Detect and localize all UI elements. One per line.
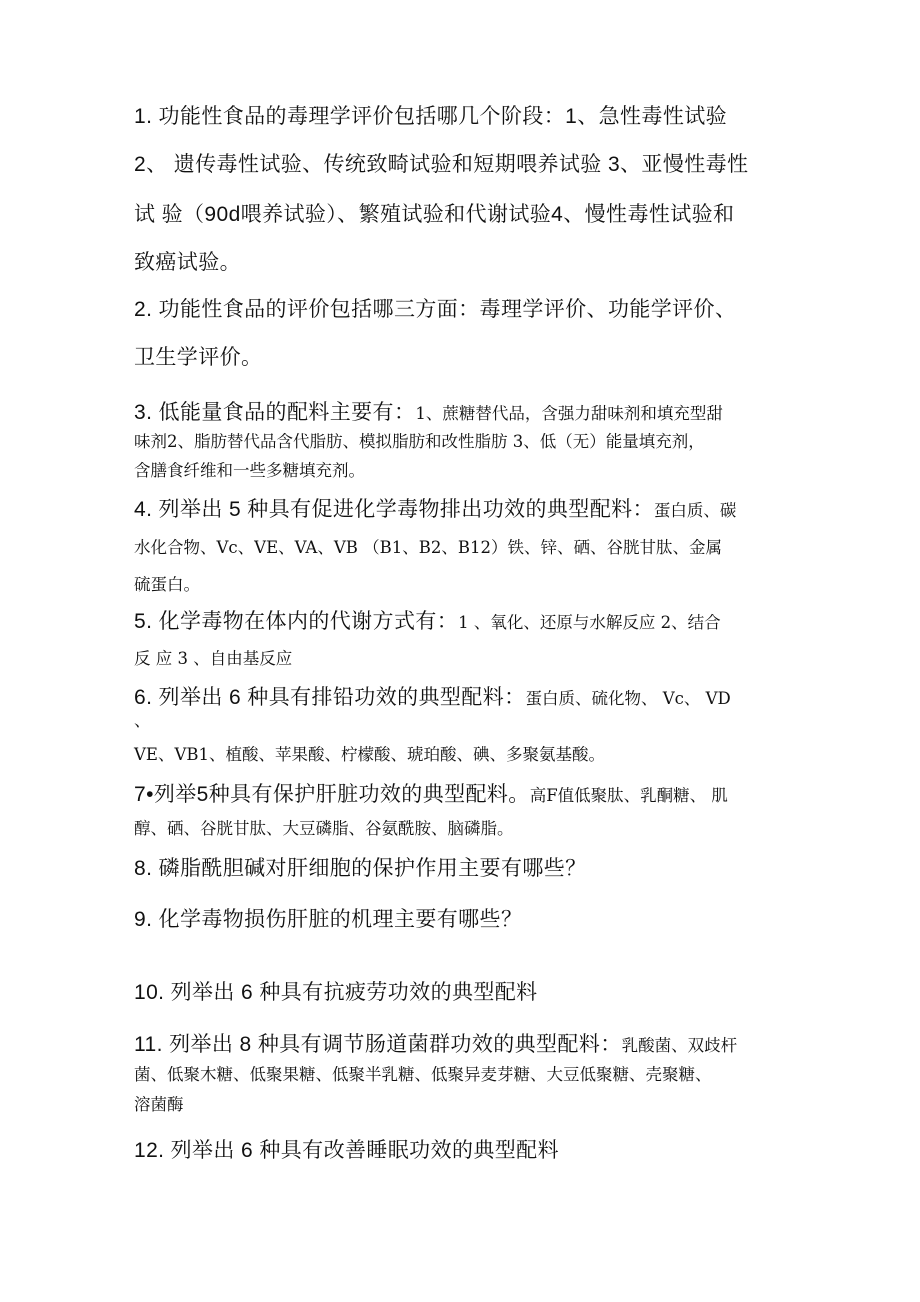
item-1-line-3: 试 验（90d喂养试验）、繁殖试验和代谢试验4、慢性毒性试验和 — [134, 203, 735, 226]
item-5-answer-2: 反 应 3 、自由基反应 — [134, 649, 293, 668]
item-8-question: 8. 磷脂酰胆碱对肝细胞的保护作用主要有哪些？ — [134, 857, 587, 880]
item-3-answer-1: 1、蔗糖替代品，含强力甜味剂和填充型甜 — [415, 404, 723, 423]
item-3-answer-2: 味剂2、脂肪替代品含代脂肪、模拟脂肪和改性脂肪 3、低（无）能量填充剂， — [134, 432, 705, 451]
item-6-answer-1: 蛋白质、硫化物、 Vc、 VD — [525, 689, 731, 708]
item-6-line-1 — [134, 687, 731, 708]
item-1-line-2: 2、 遗传毒性试验、传统致畸试验和短期喂养试验 3、亚慢性毒性 — [134, 153, 749, 176]
item-3-question: 3. 低能量食品的配料主要有： — [134, 401, 416, 424]
item-11-answer-2: 菌、低聚木糖、低聚果糖、低聚半乳糖、低聚异麦芽糖、大豆低聚糖、壳聚糖、 — [134, 1065, 712, 1084]
item-4-answer-1: 蛋白质、碳 — [653, 501, 737, 520]
item-11-answer-1: 乳酸菌、双歧杆 — [621, 1036, 738, 1055]
item-4-answer-3: 硫蛋白。 — [134, 575, 200, 594]
item-11-answer-3: 溶菌酶 — [134, 1095, 184, 1114]
item-11-line-1 — [134, 1034, 737, 1055]
item-6-answer-2: 、 — [134, 711, 151, 730]
item-7-answer-1: 高F值低聚肽、乳酮糖、 肌 — [529, 786, 728, 805]
item-1-line-1: 1. 功能性食品的毒理学评价包括哪几个阶段：1、急性毒性试验 — [134, 105, 728, 128]
item-3-answer-3: 含膳食纤维和一些多糖填充剂。 — [134, 461, 365, 480]
item-5-question: 5. 化学毒物在体内的代谢方式有： — [134, 610, 459, 633]
item-2-line-2: 卫生学评价。 — [134, 346, 263, 369]
item-4-line-1 — [134, 499, 736, 520]
item-4-question: 4. 列举出 5 种具有促进化学毒物排出功效的典型配料： — [134, 498, 654, 521]
item-7-answer-2: 醇、硒、谷胱甘肽、大豆磷脂、谷氨酰胺、脑磷脂。 — [134, 819, 514, 838]
item-5-answer-1: 1 、氧化、还原与水解反应 2、结合 — [458, 613, 721, 632]
item-6-answer-3: VE、VB1、植酸、苹果酸、柠檬酸、琥珀酸、碘、多聚氨基酸。 — [134, 745, 605, 764]
item-7-question: 7•列举5种具有保护肝脏功效的典型配料。 — [134, 783, 530, 806]
item-9-question: 9. 化学毒物损伤肝脏的机理主要有哪些？ — [134, 908, 523, 931]
item-6-question: 6. 列举出 6 种具有排铅功效的典型配料： — [134, 686, 526, 709]
item-3-line-1 — [134, 402, 723, 423]
item-5-line-1 — [134, 611, 721, 632]
item-7-line-1 — [134, 784, 728, 805]
item-11-question: 11. 列举出 8 种具有调节肠道菌群功效的典型配料： — [134, 1033, 622, 1056]
item-2-line-1: 2. 功能性食品的评价包括哪三方面：毒理学评价、功能学评价、 — [134, 298, 737, 321]
item-4-answer-2: 水化合物、Vc、VE、VA、VB （B1、B2、B12）铁、锌、硒、谷胱甘肽、金属 — [134, 538, 722, 557]
item-10-question: 10. 列举出 6 种具有抗疲劳功效的典型配料 — [134, 981, 538, 1004]
item-12-question: 12. 列举出 6 种具有改善睡眠功效的典型配料 — [134, 1139, 559, 1162]
item-1-line-4: 致癌试验。 — [134, 251, 241, 274]
